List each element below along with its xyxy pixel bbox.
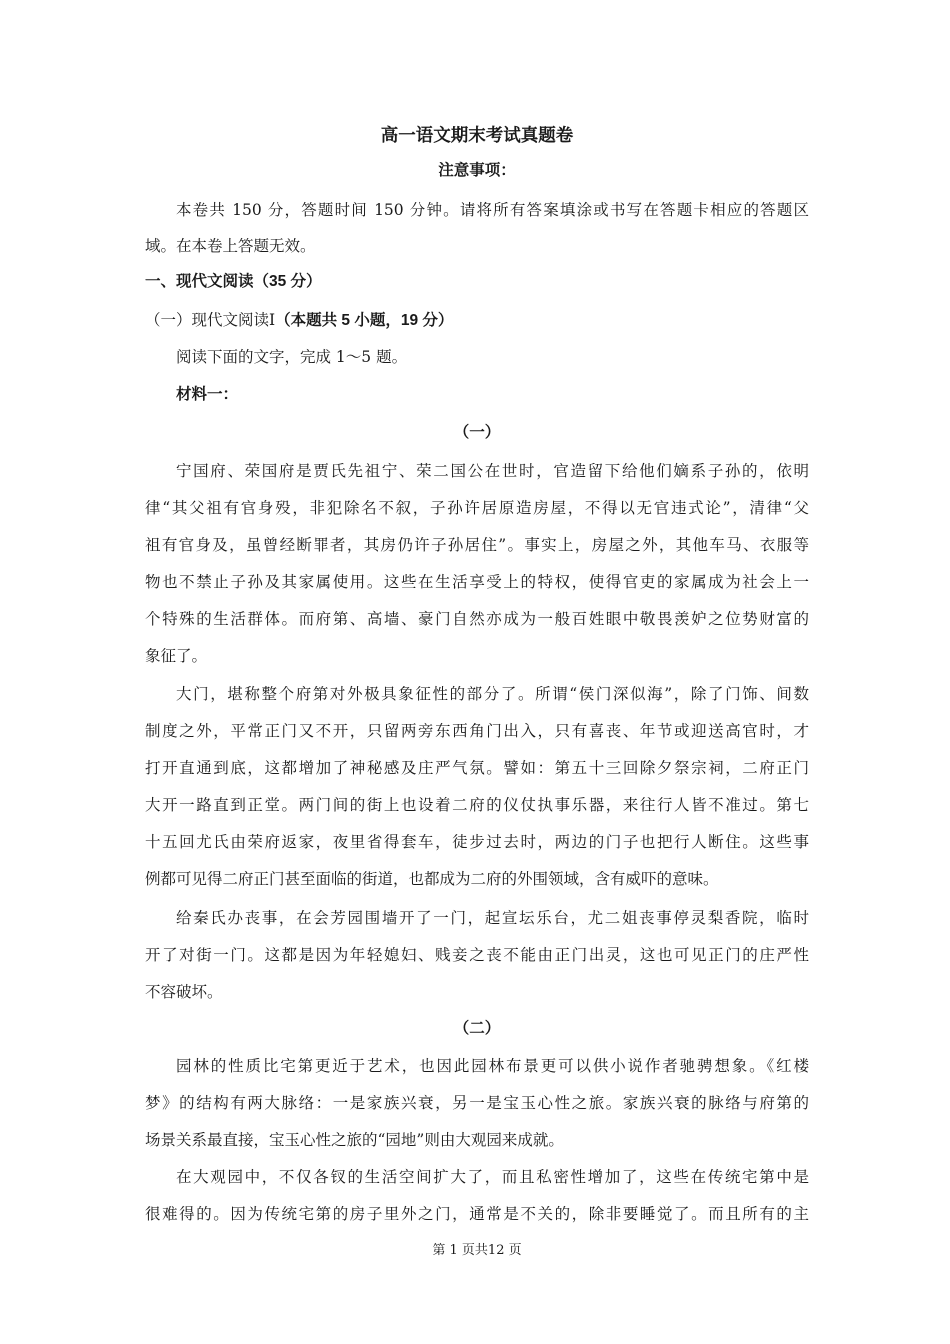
subsection-prefix: （一）现代文阅读Ⅰ (145, 311, 276, 329)
paragraph-line: 例都可见得二府正门甚至面临的街道，也都成为二府的外围领域，含有威吓的意味。 (145, 870, 719, 888)
paragraph-line: 宁国府、荣国府是贾氏先祖宁、荣二国公在世时，官造留下给他们嫡系子孙的，依明 (176, 462, 809, 480)
paragraph-line: 象征了。 (145, 647, 208, 665)
paragraph-line: 梦》的结构有两大脉络：一是家族兴衰，另一是宝玉心性之旅。家族兴衰的脉络与府第的 (145, 1094, 809, 1112)
paragraph-line: 不容破坏。 (145, 983, 223, 1001)
paragraph-line: 十五回尤氏由荣府返家，夜里省得套车，徒步过去时，两边的门子也把行人断住。这些事 (145, 833, 809, 851)
instruction-text: 阅读下面的文字，完成 1～5 题。 (176, 348, 408, 366)
page-title: 高一语文期末考试真题卷 (380, 125, 574, 145)
subsection-heading (145, 309, 809, 331)
paragraph-line: 打开直通到底，这都增加了神秘感及庄严气氛。譬如：第五十三回除夕祭宗祠，二府正门 (145, 759, 809, 777)
material-label: 材料一： (176, 386, 239, 403)
paragraph-line: 大开一路直到正堂。两门间的街上也设着二府的仪仗执事乐器，来往行人皆不准过。第七 (145, 796, 809, 814)
paragraph-line: 在大观园中，不仅各钗的生活空间扩大了，而且私密性增加了，这些在传统宅第中是 (176, 1168, 809, 1186)
notice-line: 域。在本卷上答题无效。 (145, 237, 316, 255)
paragraph-line: 物也不禁止子孙及其家属使用。这些在生活享受上的特权，使得官吏的家属成为社会上一 (145, 573, 809, 591)
notice-heading: 注意事项： (438, 162, 516, 179)
paragraph-line: 很难得的。因为传统宅第的房子里外之门，通常是不关的，除非要睡觉了。而且所有的主 (145, 1205, 809, 1223)
paragraph-line: 给秦氏办丧事，在会芳园围墙开了一门，起宣坛乐台，尤二姐丧事停灵梨香院，临时 (176, 909, 809, 927)
paragraph-line: 大门，堪称整个府第对外极具象征性的部分了。所谓“侯门深似海”，除了门饰、间数 (176, 685, 809, 703)
paragraph-line: 祖有官身及，虽曾经断罪者，其房仍许子孙居住”。事实上，房屋之外，其他车马、衣服等 (145, 536, 809, 554)
part-heading: （一） (453, 424, 501, 441)
paragraph-line: 园林的性质比宅第更近于艺术，也因此园林布景更可以供小说作者驰骋想象。《红楼 (176, 1057, 809, 1075)
section-heading: 一、现代文阅读（35 分） (145, 273, 322, 290)
paragraph-line: 开了对街一门。这都是因为年轻媳妇、贱妾之丧不能由正门出灵，这也可见正门的庄严性 (145, 946, 809, 964)
notice-line: 本卷共 150 分，答题时间 150 分钟。请将所有答案填涂或书写在答题卡相应的答题区 (176, 201, 809, 219)
page-footer: 第 1 页共12 页 (432, 1243, 522, 1258)
paragraph-line: 律“其父祖有官身殁，非犯除名不叙，子孙许居原造房屋，不得以无官违式论”，清律“父 (145, 499, 809, 517)
paragraph-line: 制度之外，平常正门又不开，只留两旁东西角门出入，只有喜丧、年节或迎送高官时，才 (145, 722, 809, 740)
paragraph-line: 场景关系最直接，宝玉心性之旅的“园地”则由大观园来成就。 (145, 1131, 564, 1149)
subsection-score: （本题共 5 小题，19 分） (275, 312, 454, 329)
paragraph-line: 个特殊的生活群体。而府第、高墙、豪门自然亦成为一般百姓眼中敬畏羡妒之位势财富的 (145, 610, 809, 628)
part-heading: （二） (453, 1020, 501, 1037)
